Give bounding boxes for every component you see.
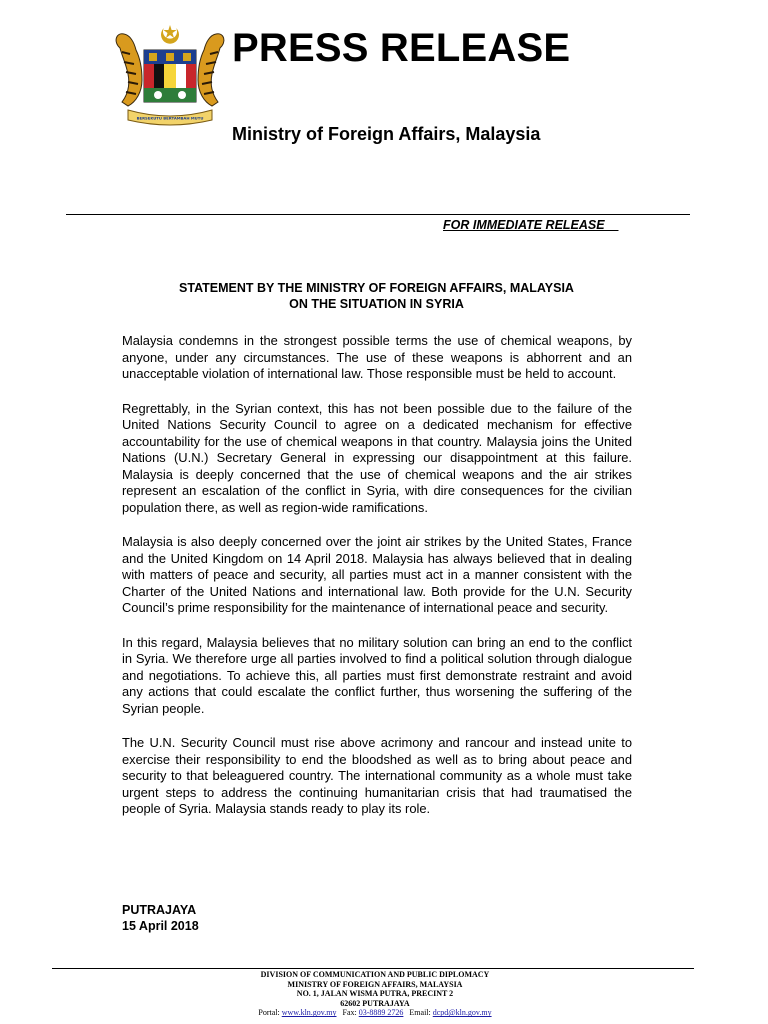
paragraph: The U.N. Security Council must rise above acrimony and rancour and instead unite to exercise their responsibility to end the bloodshed as well as to bring about peace and security to that beleaguered country. The international community as a whole must take urgent steps to address the continuing humanitarian crisis that had traumatised the people of Syria. Malaysia stands ready to play its role. xyxy=(122,735,632,816)
page-title: PRESS RELEASE xyxy=(232,26,571,70)
paragraph: Malaysia is also deeply concerned over the joint air strikes by the United States, France and the United Kingdom on 14 April 2018. Malaysia has always believed that in dealing with matters of peace and security, all parties must act in a manner consistent with the Charter of the United Nations and international law. Both provide for the U.N. Security Council’s prime responsibility for the maintenance of international peace and security. xyxy=(122,534,632,615)
statement-heading-line: ON THE SITUATION IN SYRIA xyxy=(289,297,464,311)
header-divider xyxy=(66,214,690,215)
email-label: Email: xyxy=(409,1008,431,1018)
release-label: FOR IMMEDIATE RELEASE xyxy=(443,218,619,232)
footer-line: 62602 PUTRAJAYA xyxy=(340,998,410,1008)
place-name: PUTRAJAYA xyxy=(122,903,197,917)
statement-heading-line: STATEMENT BY THE MINISTRY OF FOREIGN AFFAIRS, MALAYSIA xyxy=(179,281,574,295)
federal-star-icon xyxy=(163,25,176,38)
release-date: 15 April 2018 xyxy=(122,919,199,933)
ministry-subtitle: Ministry of Foreign Affairs, Malaysia xyxy=(232,124,541,144)
fax-number[interactable]: 03-8889 2726 xyxy=(358,1008,404,1018)
footer-divider xyxy=(52,968,694,969)
footer-line: NO. 1, JALAN WISMA PUTRA, PRECINT 2 xyxy=(296,989,454,999)
malaysia-coat-of-arms-logo xyxy=(108,22,232,130)
portal-label: Portal: xyxy=(258,1008,280,1018)
paragraph: Regrettably, in the Syrian context, this has not been possible due to the failure of the United Nations Security Council to agree on a dedicated mechanism for effective accountability for the use of chemical weapons in that country. Malaysia joins the United Nations (U.N.) Secretary General in expressing our disappointment at this failure. Malaysia is deeply concerned that the use of chemical weapons and the air strikes represent an escalation of the conflict in Syria, with dire consequences for the civilian population there, as well as region-wide ramifications. xyxy=(122,400,632,515)
fax-label: Fax: xyxy=(342,1008,357,1018)
svg-text:BERSEKUTU BERTAMBAH MUTU: BERSEKUTU BERTAMBAH MUTU xyxy=(136,115,204,121)
footer-contact xyxy=(100,1008,650,1018)
footer xyxy=(100,970,650,1018)
shield-icon xyxy=(144,50,196,102)
signoff xyxy=(122,902,199,934)
paragraph: In this regard, Malaysia believes that no military solution can bring an end to the conflict in Syria. We therefore urge all parties involved to find a political solution through dialogue and negotiations. To achieve this, all parties must first demonstrate restraint and avoid any actions that could escalate the conflict further, thus worsening the suffering of the Syrian people. xyxy=(122,634,632,716)
portal-link[interactable]: www.kln.gov.my xyxy=(281,1008,337,1018)
footer-line: DIVISION OF COMMUNICATION AND PUBLIC DIPLOMACY xyxy=(260,970,490,979)
email-link[interactable]: dcpd@kln.gov.my xyxy=(432,1008,492,1018)
footer-line: MINISTRY OF FOREIGN AFFAIRS, MALAYSIA xyxy=(287,979,463,989)
paragraph: Malaysia condemns in the strongest possible terms the use of chemical weapons, by anyone, under any circumstances. The use of these weapons is abhorrent and an unacceptable violation of international law. Those responsible must be held to account. xyxy=(122,333,632,381)
statement-heading xyxy=(120,280,633,312)
right-tiger-icon xyxy=(198,34,224,106)
statement-body xyxy=(122,333,632,836)
left-tiger-icon xyxy=(116,34,142,106)
